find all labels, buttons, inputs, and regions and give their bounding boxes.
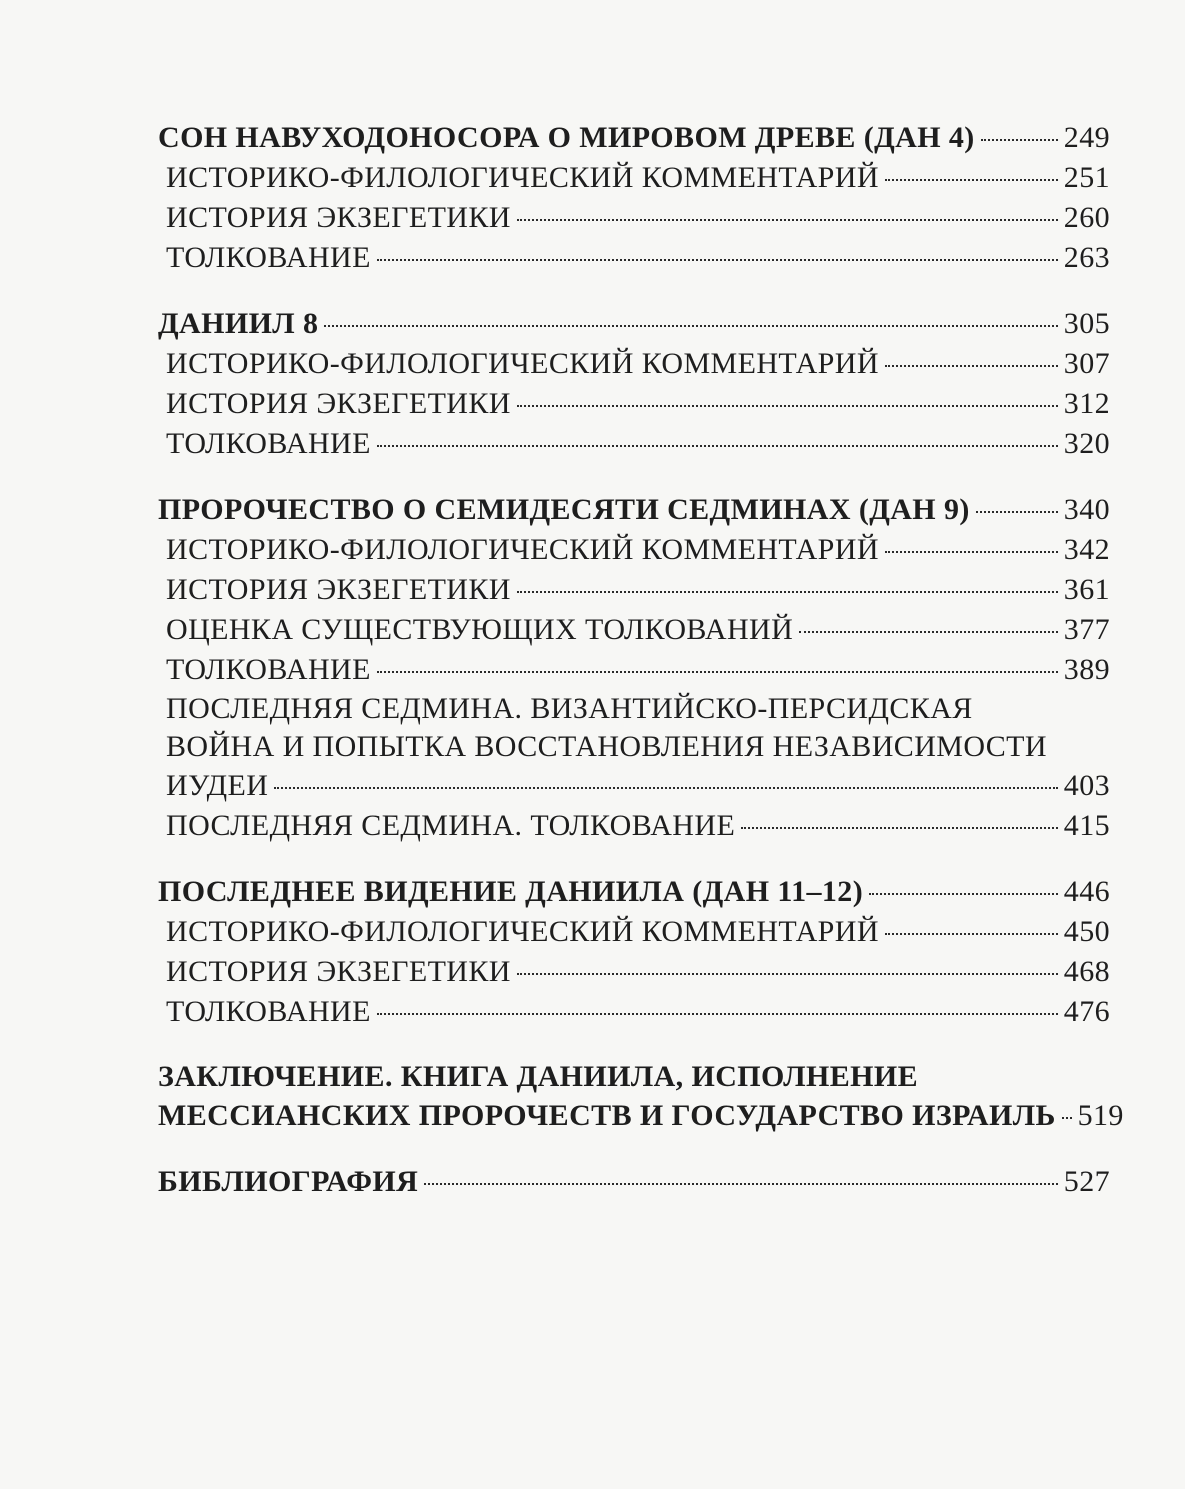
toc-page-number: 340 bbox=[1063, 493, 1110, 526]
toc-page-number: 361 bbox=[1063, 573, 1110, 606]
toc-entry bbox=[158, 610, 1110, 650]
toc-section-2 bbox=[158, 304, 1110, 464]
dot-leader bbox=[885, 933, 1058, 935]
toc-chapter bbox=[158, 304, 1110, 344]
toc-chapter-title: БИБЛИОГРАФИЯ bbox=[158, 1165, 419, 1198]
toc-entry-title: ТОЛКОВАНИЕ bbox=[166, 653, 371, 686]
dot-leader bbox=[377, 1013, 1058, 1015]
toc-chapter bbox=[158, 872, 1110, 912]
toc-chapter-title: ПРОРОЧЕСТВО О СЕМИДЕСЯТИ СЕДМИНАХ (ДАН 9) bbox=[158, 493, 970, 526]
dot-leader bbox=[885, 365, 1058, 367]
toc-entry-title: ИСТОРИКО-ФИЛОЛОГИЧЕСКИЙ КОММЕНТАРИЙ bbox=[166, 161, 879, 194]
toc-entry bbox=[158, 198, 1110, 238]
toc-entry bbox=[158, 912, 1110, 952]
toc-page-number: 415 bbox=[1063, 809, 1110, 842]
toc-section-4 bbox=[158, 872, 1110, 1032]
toc-chapter-title: ПОСЛЕДНЕЕ ВИДЕНИЕ ДАНИИЛА (ДАН 11–12) bbox=[158, 875, 864, 908]
toc-entry bbox=[158, 424, 1110, 464]
toc-entry bbox=[158, 384, 1110, 424]
toc-chapter-title: ДАНИИЛ 8 bbox=[158, 307, 319, 340]
dot-leader bbox=[377, 259, 1058, 261]
toc-page-number: 307 bbox=[1063, 347, 1110, 380]
table-of-contents bbox=[158, 118, 1124, 1228]
toc-entry bbox=[158, 238, 1110, 278]
toc-entry bbox=[158, 344, 1110, 384]
toc-entry bbox=[158, 766, 1110, 806]
dot-leader bbox=[324, 325, 1058, 327]
toc-entry-title: ИСТОРИКО-ФИЛОЛОГИЧЕСКИЙ КОММЕНТАРИЙ bbox=[166, 915, 879, 948]
toc-chapter-title: СОН НАВУХОДОНОСОРА О МИРОВОМ ДРЕВЕ (ДАН 4) bbox=[158, 121, 975, 154]
toc-page-number: 468 bbox=[1063, 955, 1110, 988]
dot-leader bbox=[517, 591, 1058, 593]
toc-entry bbox=[158, 992, 1110, 1032]
toc-entry-title: ТОЛКОВАНИЕ bbox=[166, 427, 371, 460]
dot-leader bbox=[274, 787, 1058, 789]
toc-section-3 bbox=[158, 490, 1110, 846]
toc-entry-title: ИСТОРИЯ ЭКЗЕГЕТИКИ bbox=[166, 955, 511, 988]
toc-page-number: 476 bbox=[1063, 995, 1110, 1028]
dot-leader bbox=[799, 631, 1058, 633]
toc-entry bbox=[158, 952, 1110, 992]
toc-chapter-line: ЗАКЛЮЧЕНИЕ. КНИГА ДАНИИЛА, ИСПОЛНЕНИЕ bbox=[158, 1060, 919, 1093]
dot-leader bbox=[377, 445, 1058, 447]
toc-chapter bbox=[158, 490, 1110, 530]
toc-page-number: 312 bbox=[1063, 387, 1110, 420]
dot-leader bbox=[377, 671, 1058, 673]
toc-entry-title: ИСТОРИЯ ЭКЗЕГЕТИКИ bbox=[166, 201, 511, 234]
toc-entry-title: ИСТОРИКО-ФИЛОЛОГИЧЕСКИЙ КОММЕНТАРИЙ bbox=[166, 347, 879, 380]
toc-page-number: 342 bbox=[1063, 533, 1110, 566]
toc-page-number: 389 bbox=[1063, 653, 1110, 686]
toc-entry bbox=[158, 530, 1110, 570]
toc-page-number: 249 bbox=[1063, 121, 1110, 154]
dot-leader bbox=[517, 973, 1058, 975]
toc-entry-title: ТОЛКОВАНИЕ bbox=[166, 995, 371, 1028]
dot-leader bbox=[1062, 1117, 1072, 1119]
dot-leader bbox=[885, 179, 1058, 181]
toc-entry bbox=[158, 570, 1110, 610]
toc-page-number: 446 bbox=[1063, 875, 1110, 908]
toc-entry-title: ИУДЕИ bbox=[166, 769, 269, 802]
toc-chapter-title: МЕССИАНСКИХ ПРОРОЧЕСТВ И ГОСУДАРСТВО ИЗРАИЛЬ bbox=[158, 1099, 1056, 1132]
dot-leader bbox=[741, 827, 1058, 829]
toc-entry bbox=[158, 158, 1110, 198]
toc-chapter bbox=[158, 1162, 1110, 1202]
toc-entry-title: ИСТОРИЯ ЭКЗЕГЕТИКИ bbox=[166, 573, 511, 606]
toc-entry-title: ПОСЛЕДНЯЯ СЕДМИНА. ТОЛКОВАНИЕ bbox=[166, 809, 736, 842]
toc-page-number: 260 bbox=[1063, 201, 1110, 234]
toc-chapter bbox=[158, 1096, 1124, 1136]
toc-page-number: 450 bbox=[1063, 915, 1110, 948]
toc-entry bbox=[158, 806, 1110, 846]
toc-conclusion bbox=[158, 1058, 1124, 1136]
toc-page-number: 251 bbox=[1063, 161, 1110, 194]
toc-entry-title: ИСТОРИЯ ЭКЗЕГЕТИКИ bbox=[166, 387, 511, 420]
dot-leader bbox=[517, 219, 1058, 221]
toc-entry bbox=[158, 650, 1110, 690]
toc-chapter bbox=[158, 118, 1110, 158]
toc-page-number: 377 bbox=[1063, 613, 1110, 646]
dot-leader bbox=[976, 511, 1058, 513]
dot-leader bbox=[981, 139, 1058, 141]
toc-entry-title: ОЦЕНКА СУЩЕСТВУЮЩИХ ТОЛКОВАНИЙ bbox=[166, 613, 794, 646]
toc-page-number: 320 bbox=[1063, 427, 1110, 460]
dot-leader bbox=[869, 893, 1058, 895]
toc-entry-title: ИСТОРИКО-ФИЛОЛОГИЧЕСКИЙ КОММЕНТАРИЙ bbox=[166, 533, 879, 566]
dot-leader bbox=[885, 551, 1058, 553]
toc-bibliography bbox=[158, 1162, 1110, 1202]
toc-page-number: 527 bbox=[1063, 1165, 1110, 1198]
dot-leader bbox=[517, 405, 1058, 407]
toc-page-number: 305 bbox=[1063, 307, 1110, 340]
toc-section-1 bbox=[158, 118, 1110, 278]
toc-entry-title: ТОЛКОВАНИЕ bbox=[166, 241, 371, 274]
dot-leader bbox=[424, 1183, 1058, 1185]
toc-entry-line: ПОСЛЕДНЯЯ СЕДМИНА. ВИЗАНТИЙСКО-ПЕРСИДСКАЯ bbox=[166, 692, 973, 725]
toc-entry-line: ВОЙНА И ПОПЫТКА ВОССТАНОВЛЕНИЯ НЕЗАВИСИМОСТИ bbox=[166, 730, 1047, 763]
toc-page-number: 519 bbox=[1077, 1099, 1124, 1132]
toc-page-number: 403 bbox=[1063, 769, 1110, 802]
toc-page-number: 263 bbox=[1063, 241, 1110, 274]
